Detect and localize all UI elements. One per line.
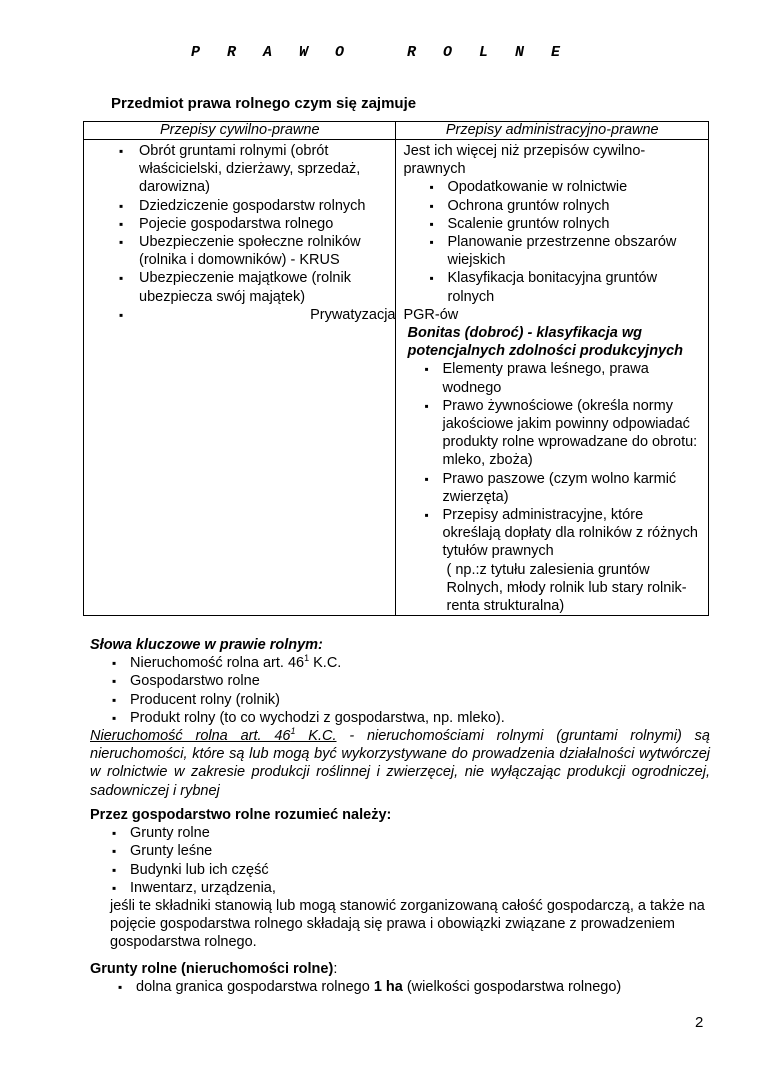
list-item: ▪ Prawo żywnościowe (określa normy jakościowe jakim powinny odpowiadać produkty rolne wprowadzane do obrotu: mleko, zboża) [422, 397, 704, 470]
land-heading: Grunty rolne (nieruchomości rolne): [90, 961, 338, 977]
list-item: ▪ Elementy prawa leśnego, prawa wodnego [422, 360, 704, 396]
list-item: ▪ Klasyfikacja bonitacyjna gruntów rolnych [427, 269, 704, 305]
keywords-heading: Słowa kluczowe w prawie rolnym: [90, 637, 323, 653]
list-item: ▪ Planowanie przestrzenne obszarów wiejskich [427, 233, 704, 269]
list-item: ▪ Inwentarz, urządzenia, [110, 879, 710, 897]
col2-header: Przepisy administracyjno-prawne [396, 122, 709, 140]
list-item: ▪ Nieruchomość rolna art. $46^1$ K.C. [110, 654, 710, 672]
list-item: ▪ Grunty rolne [110, 824, 710, 842]
list-item: ▪ Dziedziczenie gospodarstw rolnych [117, 197, 395, 215]
land-section [90, 960, 710, 996]
list-item: ▪ Ubezpieczenie majątkowe (rolnik ubezpiecza swój majątek) [117, 269, 395, 305]
page-number: 2 [695, 1014, 704, 1031]
page-title: P R A W O R O L N E [190, 44, 570, 61]
civil-law-cell [84, 140, 396, 616]
list-item: ▪ Prawo paszowe (czym wolno karmić zwierzęta) [422, 470, 704, 506]
list-item: ▪ Pojecie gospodarstwa rolnego [117, 215, 395, 233]
list-item: ▪ Produkt rolny (to co wychodzi z gospodarstwa, np. mleko). [110, 709, 710, 727]
list-item: ▪ Prywatyzacja [117, 306, 395, 324]
bonitas-text: Bonitas (dobroć) - klasyfikacja wg potencjalnych zdolności produkcyjnych [407, 325, 684, 360]
law-comparison-table [83, 121, 709, 616]
admin-intro: Jest ich więcej niż przepisów cywilno-prawnych [403, 143, 646, 178]
farm-section [90, 806, 710, 952]
farm-heading: Przez gospodarstwo rolne rozumieć należy: [90, 807, 392, 823]
list-item: ▪ Grunty leśne [110, 842, 710, 860]
list-item: ▪ Budynki lub ich część [110, 861, 710, 879]
subject-heading: Przedmiot prawa rolnego czym się zajmuje [111, 95, 417, 112]
list-item: ▪ Producent rolny (rolnik) [110, 691, 710, 709]
list-item: ▪ Opodatkowanie w rolnictwie [427, 178, 704, 196]
list-item: ▪ Przepisy administracyjne, które określają dopłaty dla rolników z różnych tytułów prawnych ( np.:z tytułu zalesienia gruntów Rolnych, młody rolnik lub stary rolnik- renta strukturalna) [422, 506, 704, 615]
list-item: ▪ Ochrona gruntów rolnych [427, 197, 704, 215]
farm-text: jeśli te składniki stanowią lub mogą stanowić zorganizowaną całość gospodarczą, a także na pojęcie gospodarstwa rolnego składają się prawa i obowiązki związane z prowadzeniem gospodarstwa rolnego. [110, 898, 705, 951]
definition-paragraph: Nieruchomość rolna art. $46^1$ K.C. - nieruchomościami rolnymi (gruntami rolnymi) są nieruchomości, które są lub mogą być wykorzystywane do prowadzenia działalności wytwórczej w rolnictwie w zakresie produkcji roślinnej i zwierzęcej, nie wyłączając produkcji ogrodniczej, sadowniczej i rybnej [90, 726, 710, 799]
pgr-text: PGR-ów [403, 306, 459, 323]
list-item: ▪ Ubezpieczenie społeczne rolników (rolnika i domowników) - KRUS [117, 233, 395, 269]
list-item: ▪ dolna granica gospodarstwa rolnego 1 ha (wielkości gospodarstwa rolnego) [116, 978, 710, 996]
admin-law-cell [396, 140, 709, 616]
list-item: ▪ Scalenie gruntów rolnych [427, 215, 704, 233]
keywords-section [90, 636, 710, 800]
list-item: ▪ Gospodarstwo rolne [110, 672, 710, 690]
list-item: ▪ Obrót gruntami rolnymi (obrót właścicielski, dzierżawy, sprzedaż, darowizna) [117, 142, 395, 197]
subsidy-note: ( np.:z tytułu zalesienia gruntów Rolnych, młody rolnik lub stary rolnik- renta strukturalna) [446, 561, 687, 615]
col1-header: Przepisy cywilno-prawne [84, 122, 396, 140]
